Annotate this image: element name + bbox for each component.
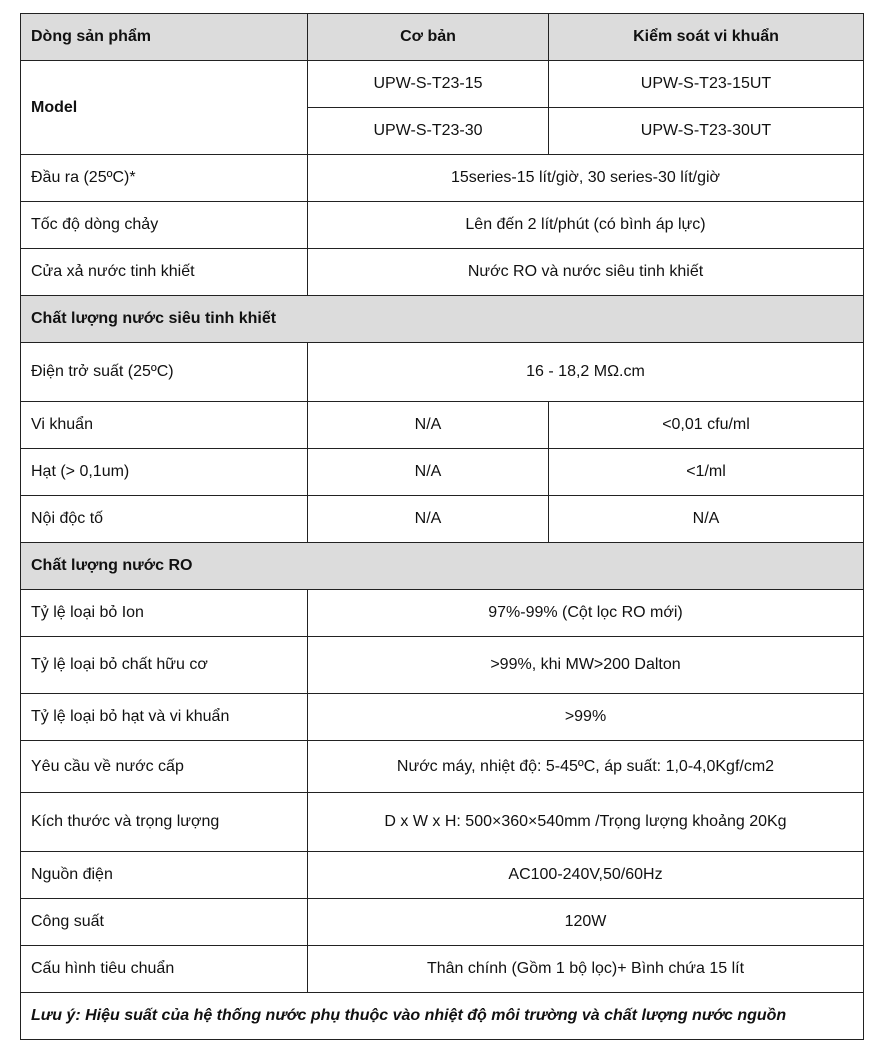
row-label: Điện trở suất (25ºC)	[21, 343, 308, 402]
header-bacteria-control: Kiểm soát vi khuẩn	[549, 14, 864, 61]
table-row	[21, 343, 864, 402]
row-value: 120W	[308, 899, 864, 946]
row-basic-value: N/A	[308, 496, 549, 543]
row-label: Tỷ lệ loại bỏ Ion	[21, 590, 308, 637]
header-product-line: Dòng sản phẩm	[21, 14, 308, 61]
row-value: Nước RO và nước siêu tinh khiết	[308, 249, 864, 296]
row-value: >99%, khi MW>200 Dalton	[308, 637, 864, 694]
table-row	[21, 793, 864, 852]
row-label: Cửa xả nước tinh khiết	[21, 249, 308, 296]
row-control-value: <0,01 cfu/ml	[549, 402, 864, 449]
table-row	[21, 899, 864, 946]
row-value: 16 - 18,2 MΩ.cm	[308, 343, 864, 402]
row-value: D x W x H: 500×360×540mm /Trọng lượng khoảng 20Kg	[308, 793, 864, 852]
table-row	[21, 852, 864, 899]
row-label: Hạt (> 0,1um)	[21, 449, 308, 496]
table-row	[21, 946, 864, 993]
footnote: Lưu ý: Hiệu suất của hệ thống nước phụ thuộc vào nhiệt độ môi trường và chất lượng nước nguồn	[21, 993, 864, 1040]
table-row	[21, 155, 864, 202]
table-row	[21, 449, 864, 496]
model-control-15: UPW-S-T23-15UT	[549, 61, 864, 108]
section-upw-title: Chất lượng nước siêu tinh khiết	[21, 296, 864, 343]
table-row	[21, 402, 864, 449]
row-label: Vi khuẩn	[21, 402, 308, 449]
table-row	[21, 590, 864, 637]
row-basic-value: N/A	[308, 449, 549, 496]
model-row	[21, 61, 864, 108]
table-row	[21, 694, 864, 741]
row-value: 97%-99% (Cột lọc RO mới)	[308, 590, 864, 637]
row-label: Nguồn điện	[21, 852, 308, 899]
table-row	[21, 249, 864, 296]
model-label: Model	[21, 61, 308, 155]
header-basic: Cơ bản	[308, 14, 549, 61]
row-label: Công suất	[21, 899, 308, 946]
row-control-value: <1/ml	[549, 449, 864, 496]
table-row	[21, 202, 864, 249]
row-label: Tốc độ dòng chảy	[21, 202, 308, 249]
row-label: Cấu hình tiêu chuẩn	[21, 946, 308, 993]
section-ro-title: Chất lượng nước RO	[21, 543, 864, 590]
model-basic-15: UPW-S-T23-15	[308, 61, 549, 108]
row-value: Thân chính (Gồm 1 bộ lọc)+ Bình chứa 15 lít	[308, 946, 864, 993]
row-label: Kích thước và trọng lượng	[21, 793, 308, 852]
row-value: >99%	[308, 694, 864, 741]
row-value: Nước máy, nhiệt độ: 5-45ºC, áp suất: 1,0-4,0Kgf/cm2	[308, 741, 864, 793]
note-row	[21, 993, 864, 1040]
row-label: Nội độc tố	[21, 496, 308, 543]
model-control-30: UPW-S-T23-30UT	[549, 108, 864, 155]
spec-table	[20, 13, 864, 1040]
row-control-value: N/A	[549, 496, 864, 543]
section-row	[21, 296, 864, 343]
row-label: Đầu ra (25ºC)*	[21, 155, 308, 202]
table-row	[21, 637, 864, 694]
row-label: Yêu cầu về nước cấp	[21, 741, 308, 793]
row-value: AC100-240V,50/60Hz	[308, 852, 864, 899]
row-label: Tỷ lệ loại bỏ hạt và vi khuẩn	[21, 694, 308, 741]
header-row	[21, 14, 864, 61]
row-basic-value: N/A	[308, 402, 549, 449]
table-row	[21, 496, 864, 543]
row-value: Lên đến 2 lít/phút (có bình áp lực)	[308, 202, 864, 249]
model-basic-30: UPW-S-T23-30	[308, 108, 549, 155]
table-row	[21, 741, 864, 793]
row-label: Tỷ lệ loại bỏ chất hữu cơ	[21, 637, 308, 694]
section-row	[21, 543, 864, 590]
row-value: 15series-15 lít/giờ, 30 series-30 lít/giờ	[308, 155, 864, 202]
